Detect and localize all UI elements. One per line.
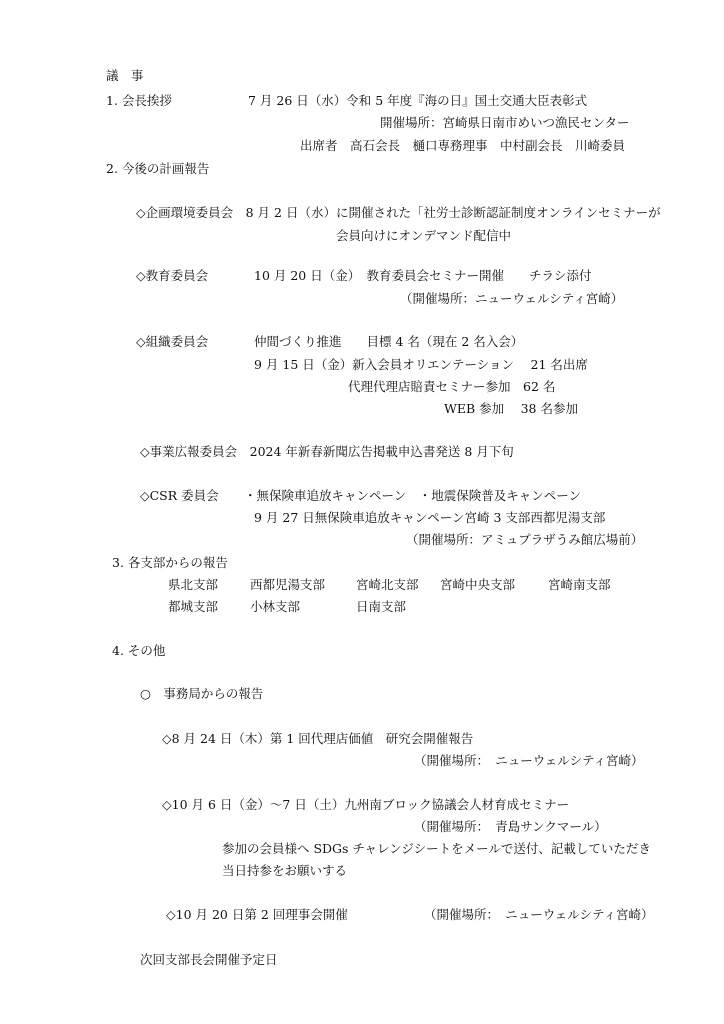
section-1-title: 1. 会長挨拶 [106,93,172,108]
section-3-title: 3. 各支部からの報告 [112,555,228,570]
item-2-line-3: 参加の会員様へ SDGs チャレンジシートをメールで送付、記載していただき [222,841,651,856]
branch-item: 宮崎北支部 [356,577,419,592]
next-meeting-date: 次回支部長会開催予定日 [140,952,278,967]
csr-line-2: 9 月 27 日無保険車追放キャンペーン宮崎 3 支部西都児湯支部 [254,510,606,525]
kikaku-line-1: ◇企画環境委員会 8 月 2 日（水）に開催された「社労士診断認証制度オンラインセミナーが [136,205,661,220]
csr-line-3: （開催場所：アミュプラザうみ館広場前） [406,532,644,547]
section-2-title: 2. 今後の計画報告 [106,161,210,176]
csr-line-1: ・無保険車追放キャンペーン ・地震保険普及キャンペーン [244,488,582,503]
kyoiku-line-2: （開催場所：ニューウェルシティ宮崎） [400,291,624,306]
csr-label: ◇CSR 委員会 [140,488,219,503]
section-1-attendees: 出席者 高石会長 樋口専務理事 中村副会長 川崎委員 [300,138,626,153]
item-2-line-4: 当日持参をお願いする [222,863,348,878]
section-1-event: 7 月 26 日（水）令和 5 年度『海の日』国土交通大臣表彰式 [248,93,588,108]
kyoiku-label: ◇教育委員会 [136,268,209,283]
soshiki-line-1: 仲間づくり推進 目標 4 名（現在 2 名入会） [254,334,524,349]
kikaku-line-2: 会員向けにオンデマンド配信中 [336,228,512,243]
item-1-line-2: （開催場所： ニューウェルシティ宮崎） [414,753,644,768]
branch-item: 小林支部 [250,599,301,614]
branch-item: 宮崎中央支部 [440,577,516,592]
branch-item: 西都児湯支部 [250,577,326,592]
soshiki-line-3: 代理代理店賠責セミナー参加 62 名 [348,379,556,394]
item-2-line-2: （開催場所： 青島サンクマール） [414,819,607,834]
branch-item: 日南支部 [356,599,407,614]
section-1-venue: 開催場所：宮崎県日南市めいつ漁民センター [380,115,630,130]
branch-item: 都城支部 [168,599,219,614]
item-1-line-1: ◇8 月 24 日（木）第 1 回代理店価値 研究会開催報告 [162,731,474,746]
item-3-line-1: ◇10 月 20 日第 2 回理事会開催 [166,907,348,922]
kyoiku-line-1: 10 月 20 日（金） 教育委員会セミナー開催 チラシ添付 [254,268,592,283]
office-report-heading: ○ 事務局からの報告 [140,686,264,701]
jigyo-line: ◇事業広報委員会 2024 年新春新聞広告掲載申込書発送 8 月下旬 [140,444,514,459]
branch-item: 県北支部 [168,577,219,592]
soshiki-line-4: WEB 参加 38 名参加 [444,401,578,416]
item-3-line-2: （開催場所： ニューウェルシティ宮崎） [424,907,654,922]
item-2-line-1: ◇10 月 6 日（金）～7 日（土）九州南ブロック協議会人材育成セミナー [162,797,570,812]
section-4-title: 4. その他 [112,643,166,658]
agenda-heading: 議 事 [106,68,144,83]
branch-item: 宮崎南支部 [548,577,611,592]
soshiki-line-2: 9 月 15 日（金）新入会員オリエンテーション 21 名出席 [254,357,588,372]
soshiki-label: ◇組織委員会 [136,334,209,349]
